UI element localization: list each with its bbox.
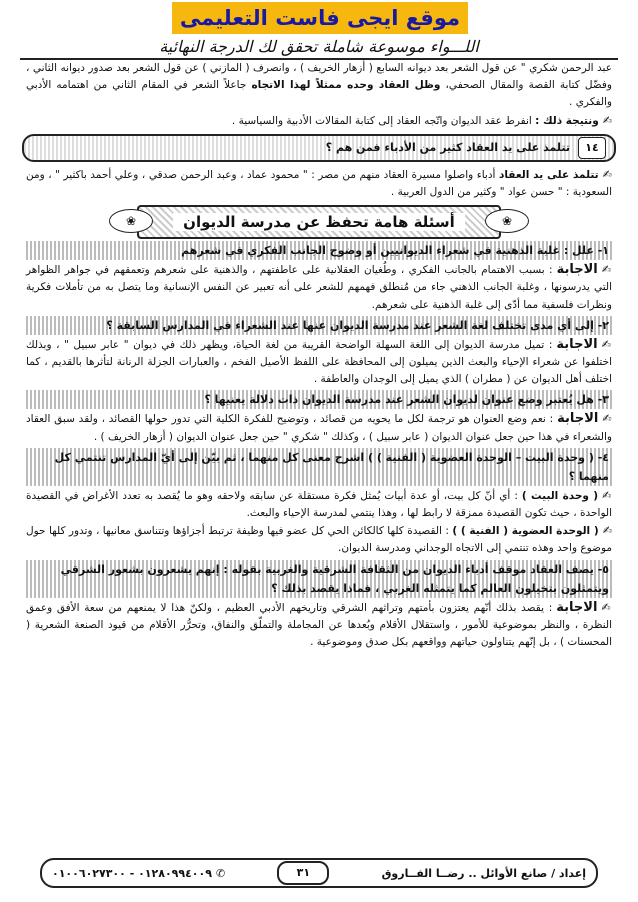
phone-icon: ✆ <box>215 866 226 880</box>
intro-paragraph <box>26 60 612 112</box>
answer-4b-text: : القصيدة كلها كالكائن الحي كل عضو فيها وظيفة ترتبط أجزاؤها وتتناسق معانيها ، وتدور كلها حول موضوع واحد وهذه تنتمي إلى الاتجاه الوجداني ومدرسة الديوان. <box>26 525 612 555</box>
question-3: ٣- هل يُعتبر وضع عنوان لديوان الشعر عند مدرسة الديوان ذات دلالة يعنيها ؟ <box>26 390 612 409</box>
pen-icon: ✍ <box>602 524 612 538</box>
box-answer-label: تتلمذ على يد العقاد <box>498 168 599 181</box>
question-4: ٤- ( وحدة البيت – الوحدة العضوية ( الفنية ) ) اشرح معنى كل منهما ، ثم بيّن إلى أيّ المدارس تنتمي كل منهما ؟ <box>26 448 612 486</box>
answer-4a-text: : أي أنّ كل بيت، أو عدة أبيات يُمثل فكرة مستقلة عن سابقه ولاحقه وهو ما يُقصد به تعدد الأغراض في القصيدة الواحدة ، حيث تكون القصيدة ممزقة لا رابط لها ، وهذا ينتمي لمدرسة الإحياء والبعث. <box>26 489 612 520</box>
intro-result <box>26 112 612 130</box>
ornament-icon: ❀ <box>109 209 153 233</box>
pen-icon: ✍ <box>601 337 612 351</box>
question-number: ١٤ <box>578 137 606 159</box>
ornament-icon: ❀ <box>485 209 529 233</box>
answer-5 <box>26 599 612 652</box>
site-banner[interactable]: موقع ايجى فاست التعليمى <box>172 2 468 34</box>
answer-3 <box>26 410 612 445</box>
answer-4b-label: ( الوحدة العضوية ( الفنية ) ) <box>452 525 599 538</box>
footer-phone: ٠١٢٨٠٩٩٤٠٠٩ - ٠١٠٠٦٠٢٧٣٠٠ <box>52 866 212 880</box>
answer-4b <box>26 522 612 557</box>
answer-4a <box>26 487 612 522</box>
page-header: اللـــواء موسوعة شاملة تحقق لك الدرجة النهائية <box>20 36 618 60</box>
pen-icon: ✍ <box>602 412 613 426</box>
page-number: ٣١ <box>277 861 329 885</box>
pen-icon: ✍ <box>601 600 613 614</box>
answer-label: الاجابة <box>556 262 598 278</box>
page-footer <box>40 858 598 888</box>
question-5: ٥- يصف العقاد موقف أدباء الديوان من الثقافة الشرقية والغربية بقوله : إنهم يشعرون بشعور الشرقي ويتمثلون بتخيلون العالم كما يتمثله الغربي ، فماذا يقصد بذلك ؟ <box>26 560 612 598</box>
question-box-text: تتلمذ على يد العقاد كثير من الأدباء فمن هم ؟ <box>325 140 570 154</box>
question-1: ١- علل : غلبة الذهنية في شعراء الديوانيين أو وضوح الجانب الفكري في شعرهم <box>26 241 612 260</box>
answer-3-text: : نعم وضع العنوان هو ترجمة لكل ما يحويه من قصائد ، وتوضيح للفكرة الكلية التي تدور حولها القصائد ، ولقد سبق العقاد والشعراء في هذا حين جعل عنوان الديوان ( عابر سبيل ) ، وكذلك " شكري " حين جعل عنوان الديوان ( أزهار الخريف ) . <box>26 413 612 443</box>
content-frame <box>18 60 620 850</box>
pen-icon: ✍ <box>602 113 612 127</box>
result-label: ونتيجة ذلك : <box>535 114 599 127</box>
pen-icon: ✍ <box>602 488 613 502</box>
answer-2-text: : تميل مدرسة الديوان إلى اللغة السهلة الواضحة القريبة من لغة الحياة، ويظهر ذلك في ديوان " عابر سبيل " ، وبذلك اختلفوا عن شعراء الإحياء والبعث الذين يميلون إلى المحافظة على اللفظ الأصيل الفخم ، والعبارات الجزلة الرنانة لتأثرها بالقديم ، كما اختلف أهل الديوان عن ( مطران ) الذي يميل إلى الوجدان والعاطفة . <box>26 338 612 386</box>
pen-icon: ✍ <box>601 263 612 277</box>
answer-2 <box>26 336 612 389</box>
answer-5-text: : يقصد بذلك أنّهم يعتزون بأمتهم وتراثهم الشرقي وتاريخهم الأدبي العظيم ، ولكنّ هذا لا يمنعهم من سعة الأفق وعمق النظرة ، والنظر بموضوعية للأمور ، واستقلال الأقلام وبُعدها عن المجاملة والتملّق والنفاق، وتحرُّر الأقلام من قيود الصنعة الشعرية ( المحسنات ) ، بل إنّهم يتناولون حياتهم وواقعهم بكل صدق وموضوعية . <box>26 601 612 649</box>
answer-label: الاجابة <box>557 411 599 427</box>
pen-icon: ✍ <box>602 167 613 181</box>
footer-author: إعداد / صانع الأوائل .. رضــا الفــاروق <box>381 866 586 880</box>
box-answer <box>26 166 612 201</box>
intro-text-a: عبد الرحمن شكري " عن قول الشعر بعد ديوانه السابع ( أزهار الخريف ) ، وانصرف ( المازني ) عن قول الشعر بعد صدور ديوانه الثاني ، وفضّل كتابة القصة والمقال الصحفي، <box>26 62 613 92</box>
footer-contact <box>52 867 225 880</box>
question-2: ٢- إلى أي مدى تختلف لغة الشعر عند مدرسة الديوان عنها عند الشعراء في المدارس السابقة ؟ <box>26 316 612 335</box>
answer-1 <box>26 261 612 314</box>
answer-1-text: : بسبب الاهتمام بالجانب الفكري ، وطُغيان العقلانية على عاطفتهم ، والذهنية على شعرهم وتعمقهم في جواهر الظواهر التي يدرسونها ، وغلبة الجانب الذهني جاء من مُنطلق فهمهم للشعر على أنه تعبير عن النفس الإنسانية وما يتصل به من تأملات فكرية ونظرات فلسفية مما أدّى إلى غلبة الذهنية على شعرهم. <box>26 264 612 311</box>
section-title <box>125 205 513 239</box>
answer-label: الاجابة <box>556 336 598 352</box>
question-box <box>22 134 616 162</box>
answer-4a-label: ( وحدة البيت ) <box>521 489 599 502</box>
answer-label: الاجابة <box>556 599 598 615</box>
box-answer-text: أدباء واصلوا مسيرة العقاد منهم من مصر : " محمود عماد ، وعبد الرحمن صدقي ، وعلي أحمد باكثير " ، ومن السعودية : " حسن عواد " وكثير من الدول العربية . <box>26 168 612 199</box>
intro-text-c: جاعلاً الشعر في المقام الثاني من اهتمامه الأدبي والفكري . <box>26 79 612 109</box>
section-title-text: أسئلة هامة تحفظ عن مدرسة الديوان <box>173 213 465 231</box>
result-text: انفرط عقد الديوان واتّجه العقاد إلى كتابة المقالات الأدبية والسياسية . <box>231 114 536 127</box>
intro-text-b: وظل العقاد وحده ممثلاً لهذا الاتجاه <box>251 79 441 92</box>
